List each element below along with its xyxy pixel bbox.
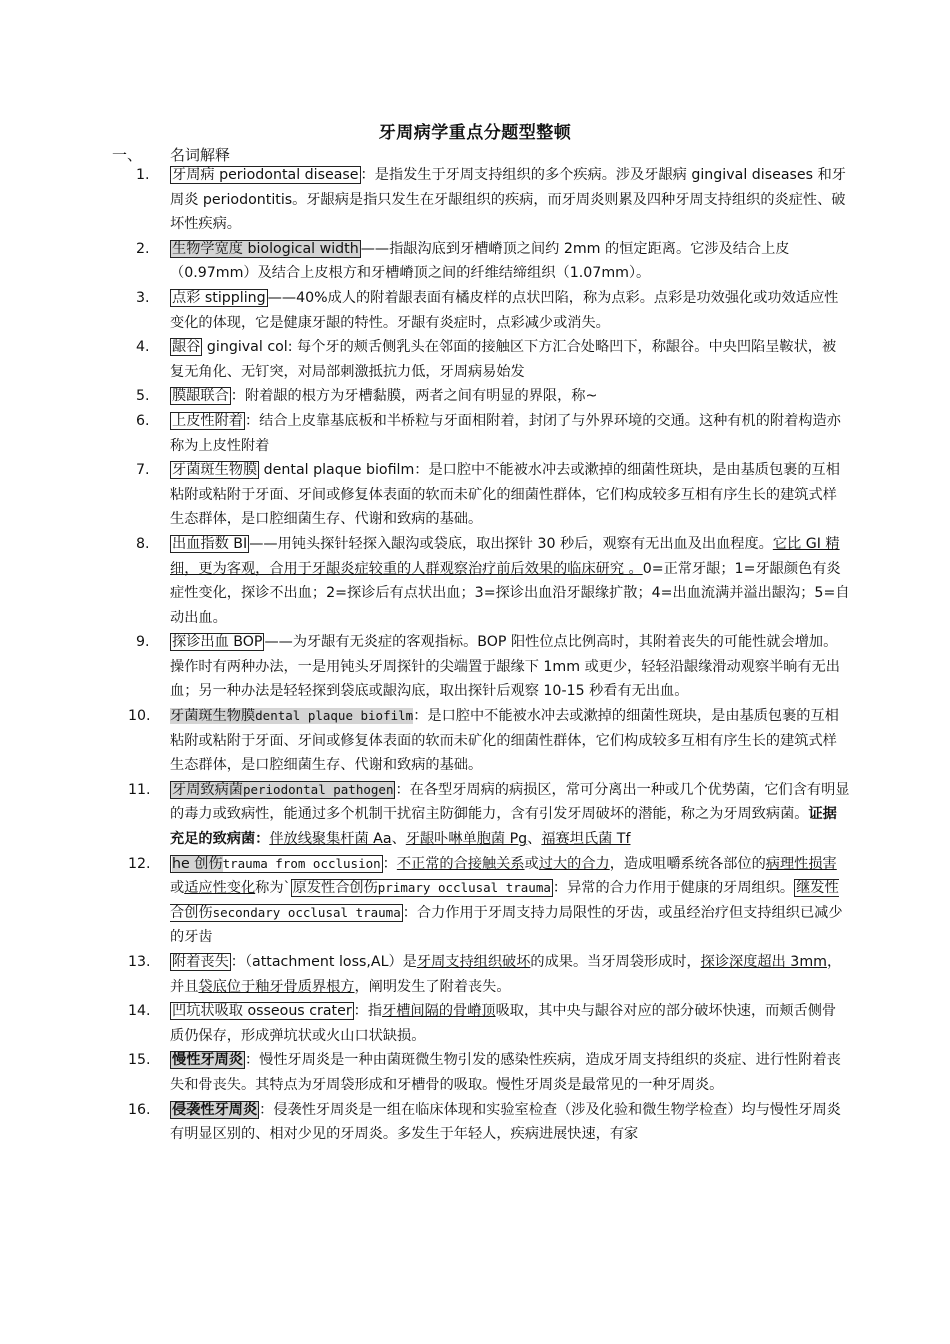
item-number: 11. <box>128 781 151 798</box>
term: 龈谷 <box>172 339 201 356</box>
text: ，并且 <box>170 954 842 995</box>
term <box>170 708 413 724</box>
list-item <box>0 409 950 458</box>
text: 的成果。当牙周袋形成时， <box>530 954 701 970</box>
list-item <box>0 335 950 384</box>
list-item <box>0 630 950 704</box>
underlined-text: 袋底位于釉牙骨质界根方 <box>198 978 355 995</box>
term-en: dental plaque biofilm <box>255 708 414 724</box>
underlined-text: 牙槽间隔的骨嵴顶 <box>382 1003 496 1020</box>
text: ：（attachment loss,AL）是 <box>230 954 417 970</box>
term: 慢性牙周炎 <box>172 1052 243 1069</box>
separator: 、 <box>391 831 406 848</box>
underlined-text: 病理性损害 <box>765 855 837 872</box>
definition: ——40%成人的附着龈表面有橘皮样的点状凹陷，称为点彩。点彩是功效强化或功效适应性变化的体现，它是健康牙龈的特性。牙龈有炎症时，点彩减少或消失。 <box>170 289 839 331</box>
section-number: 一、 <box>112 146 143 164</box>
item-number: 14. <box>128 1003 151 1020</box>
term: 出血指数 BI <box>172 535 248 552</box>
underlined-text: 不正常的合接触关系 <box>396 855 525 872</box>
term: 生物学宽度 biological width <box>172 240 359 257</box>
term: 侵袭性牙周炎 <box>172 1101 258 1118</box>
item-number: 6. <box>136 412 150 429</box>
definition: ——指龈沟底到牙槽嵴顶之间约 2mm 的恒定距离。它涉及结合上皮（0.97mm）及结合上皮根方和牙槽嵴顶之间的纤维结缔组织（1.07mm）。 <box>170 240 790 282</box>
list-item <box>0 852 950 950</box>
definition: ——用钝头探针轻探入龈沟或袋底，取出探针 30 秒后，观察有无出血及出血程度。 <box>249 535 773 552</box>
term: 点彩 stippling <box>172 289 266 306</box>
term-cn: 原发性合创伤 <box>292 880 378 897</box>
list-item <box>0 704 950 778</box>
term <box>291 879 553 897</box>
term: 附着丧失 <box>172 954 229 970</box>
text: ，造成咀嚼系统各部位的 <box>609 855 766 872</box>
section-heading <box>112 144 230 165</box>
term-cn: 牙周致病菌 <box>172 781 243 798</box>
list-item <box>0 458 950 532</box>
bold-label: 证据充足的致病菌： <box>170 806 837 848</box>
list-item <box>0 237 950 286</box>
bacteria-pg: 牙龈卟啉单胞菌 Pg <box>405 831 528 848</box>
item-number: 2. <box>136 240 150 257</box>
definition: ：结合上皮靠基底板和半桥粒与牙面相附着，封闭了与外界环境的交通。这种有机的附着构造亦称为上皮性附着 <box>170 412 841 454</box>
term-list <box>0 163 950 1147</box>
text: ：合力作用于牙周支持力局限性的牙齿，或虽经治疗但支持组织已减少的牙齿 <box>170 904 843 946</box>
list-item <box>0 999 950 1048</box>
definition: ：是口腔中不能被水冲去或漱掉的细菌性斑块，是由基质包裹的互相粘附或粘附于牙面、牙间或修复体表面的软而未矿化的细菌性群体，它们构成较多互相有序生长的建筑式样生态群体，是口腔细菌生存、代谢和致病的基础。 <box>170 708 839 774</box>
text: ：异常的合力作用于健康的牙周组织。 <box>552 880 795 897</box>
separator: 、 <box>527 831 542 848</box>
term: 凹坑状吸取 osseous crater <box>172 1003 352 1020</box>
underlined-text: 牙周支持组织破坏 <box>416 954 531 970</box>
text: ，阐明发生了附着丧失。 <box>354 978 511 995</box>
item-number: 7. <box>136 462 150 479</box>
term: 膜龈联合 <box>172 388 229 405</box>
list-item <box>0 778 950 852</box>
term: 探诊出血 BOP <box>172 634 263 651</box>
definition: gingival col: 每个牙的颊舌侧乳头在邻面的接触区下方汇合处略凹下，称龈谷。中央凹陷呈鞍状，被复无角化、无钉突，对局部刺激抵抗力低，牙周病易始发 <box>170 339 837 380</box>
underlined-text: 过大的合力 <box>538 855 610 872</box>
list-item <box>0 286 950 335</box>
text: 或 <box>170 880 185 897</box>
underlined-text: 适应性变化 <box>184 880 256 897</box>
definition: ：在各型牙周病的病损区，常可分离出一种或几个优势菌，它们含有明显的毒力或致病性，能通过多个机制干扰宿主防御能力，含有引发牙周破坏的潜能，称之为牙周致病菌。 <box>170 781 850 823</box>
term-en: periodontal pathogen <box>242 781 394 797</box>
term-en: secondary occlusal trauma <box>212 904 401 920</box>
item-number: 10. <box>128 708 151 725</box>
term-cn: 继发性合创伤 <box>170 880 839 921</box>
definition: ：侵袭性牙周炎是一组在临床体现和实验室检查（涉及化验和微生物学检查）均与慢性牙周炎有明显区别的、相对少见的牙周炎。多发生于年轻人，疾病进展快速，有家 <box>170 1101 841 1143</box>
item-number: 8. <box>136 535 150 552</box>
text: 吸取，其中央与龈谷对应的部分破坏快速，而颊舌侧骨质仍保存，形成弹坑状或火山口状缺损。 <box>170 1003 837 1044</box>
text: 或 <box>524 855 539 872</box>
item-number: 1. <box>136 167 150 183</box>
item-number: 3. <box>136 289 150 306</box>
term: 上皮性附着 <box>172 412 243 429</box>
list-item <box>0 950 950 999</box>
item-number: 16. <box>128 1101 151 1118</box>
list-item <box>0 532 950 630</box>
list-item <box>0 1098 950 1147</box>
term: 牙周病 periodontal disease <box>172 167 359 183</box>
text: 称为` <box>255 880 291 897</box>
text: ：指 <box>353 1003 383 1020</box>
term: 牙菌斑生物膜 <box>172 462 258 479</box>
item-number: 5. <box>136 388 150 405</box>
term <box>170 781 395 799</box>
item-number: 9. <box>136 634 150 651</box>
term-cn: he 创伤 <box>172 855 223 872</box>
term <box>170 855 383 873</box>
definition-scale: 0=正常牙龈；1=牙龈颜色有炎症性变化，探诊不出血；2=探诊后有点状出血；3=探诊出血沿牙龈缘扩散；4=出血流满并溢出龈沟；5=自动出血。 <box>170 560 850 626</box>
definition: ——为牙龈有无炎症的客观指标。BOP 阳性位点比例高时，其附着丧失的可能性就会增加。操作时有两种办法，一是用钝头牙周探针的尖端置于龈缘下 1mm 或更少，轻轻沿龈缘滑动观察半晌有无出血；另一种办法是轻轻探到袋底或龈沟底，取出探针后观察 10-15 秒看有无出血。 <box>170 634 840 700</box>
definition: ：慢性牙周炎是一种由菌斑微生物引发的感染性疾病，造成牙周支持组织的炎症、进行性附着丧失和骨丧失。其特点为牙周袋形成和牙槽骨的吸取。慢性牙周炎是最常见的一种牙周炎。 <box>170 1052 841 1093</box>
item-number: 12. <box>128 855 151 872</box>
underlined-text: 探诊深度超出 3mm <box>700 954 827 970</box>
item-number: 13. <box>128 954 151 970</box>
definition: ：是指发生于牙周支持组织的多个疾病。涉及牙龈病 gingival diseases 和牙周炎 periodontitis。牙龈病是指只发生在牙龈组织的疾病，而牙周炎则累及四种牙周支持组织的炎症性、破坏性疾病。 <box>170 167 846 233</box>
item-number: 4. <box>136 339 150 356</box>
term-en: trauma from occlusion <box>222 855 381 871</box>
list-item <box>0 384 950 409</box>
definition: dental plaque biofilm：是口腔中不能被水冲去或漱掉的细菌性斑块，是由基质包裹的互相粘附或粘附于牙面、牙间或修复体表面的软而未矿化的细菌性群体，它们构成较多互相有序生长的建筑式样生态群体，是口腔细菌生存、代谢和致病的基础。 <box>170 462 840 528</box>
definition: ：附着龈的根方为牙槽黏膜，两者之间有明显的界限，称~ <box>230 388 598 405</box>
list-item <box>0 163 950 237</box>
section-label: 名词解释 <box>170 146 231 164</box>
term-en: primary occlusal trauma <box>377 880 551 896</box>
item-number: 15. <box>128 1052 151 1069</box>
bacteria-aa: 伴放线聚集杆菌 Aa <box>269 831 392 848</box>
list-item <box>0 1048 950 1097</box>
definition-underlined: 它比 GI 精细，更为客观，合用于牙龈炎症较重的人群观察治疗前后效果的临床研究 。 <box>170 535 840 577</box>
term-cn: 牙菌斑生物膜 <box>170 708 256 725</box>
bacteria-tf: 福赛坦氏菌 Tf <box>541 831 631 848</box>
document-title: 牙周病学重点分题型整顿 <box>378 123 572 143</box>
text: ： <box>382 855 397 872</box>
